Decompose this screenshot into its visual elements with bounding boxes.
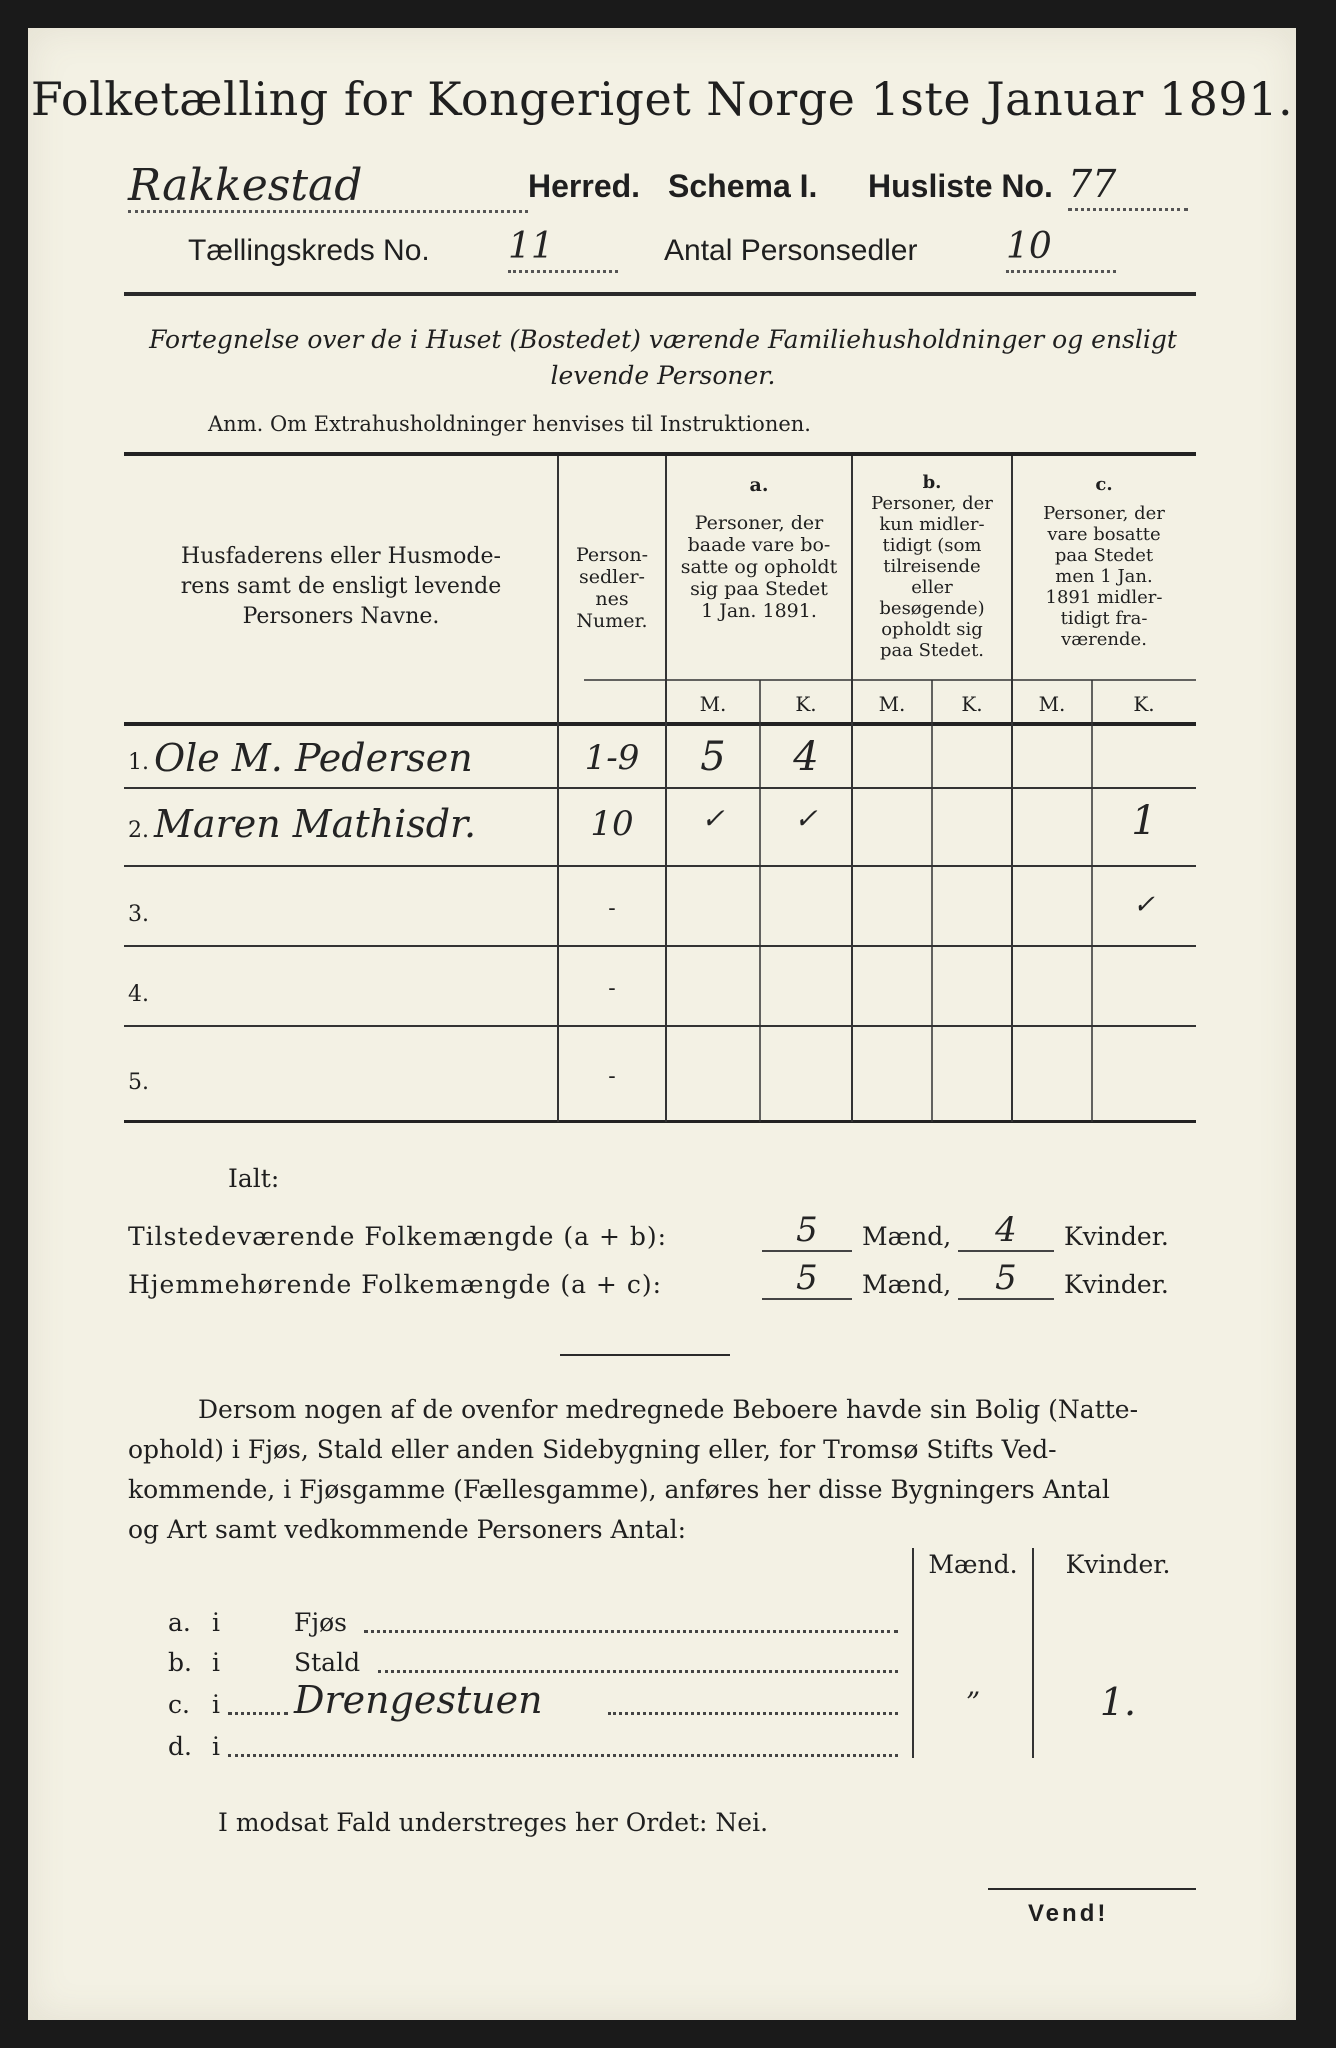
building-paragraph: Dersom nogen af de ovenfor medregnede Beboere havde sin Bolig (Natte- ophold) i Fjøs, Stald eller anden Sidebygning eller, for Tromsø Stifts Ved- kommende, i Fjøsgamme (Fællesgamme), anføres her disse Bygningers Antal og Art samt vedkommende Personers Antal: [128, 1395, 1139, 1544]
b-m-header: M. [878, 692, 906, 716]
hjem-label: Hjemmehørende Folkemængde (a + c): [128, 1270, 662, 1299]
husliste-label: Husliste No. [868, 168, 1053, 204]
antal-value: 10 [1006, 226, 1116, 273]
person-numer: - [608, 896, 616, 921]
hjem-kvinder-label: Kvinder. [1064, 1270, 1169, 1299]
census-form-page [28, 28, 1296, 2020]
building-row-b: b. i Stald [128, 1642, 912, 1682]
hjem-m-value: 5 [762, 1258, 852, 1300]
intro-text: Fortegnelse over de i Huset (Bostedet) værende Familiehusholdninger og ensligt levende Personer. [149, 325, 1177, 390]
table-row: 3. - ✓ [124, 866, 1196, 946]
c-k-cell: 1 [1131, 798, 1157, 844]
a-m-header: M. [699, 692, 727, 716]
table-row: 2. Maren Mathisdr. 10 ✓ ✓ 1 [124, 788, 1196, 866]
a-k-cell: ✓ [794, 802, 818, 835]
building-row-a: a. i Fjøs [128, 1602, 912, 1642]
kreds-value: 11 [508, 226, 618, 273]
hjem-maend-label: Mænd, [862, 1270, 952, 1299]
maend-header: Mænd. [928, 1550, 1018, 1579]
col-b-header: b. Personer, der kun midler- tidigt (som tilreisende eller besøgende) opholdt sig paa Stedet. [871, 472, 993, 661]
c-m-header: M. [1038, 692, 1066, 716]
kreds-label: Tællingskreds No. [188, 234, 430, 267]
person-numer: - [608, 1064, 616, 1089]
col-c-header: c. Personer, der vare bosatte paa Stedet men 1 Jan. 1891 midler- tidigt fra- værende. [1043, 474, 1165, 650]
hjem-k-value: 5 [958, 1258, 1054, 1300]
col-name-header: Husfaderens eller Husmode- rens samt de ensligt levende Personers Navne. [180, 544, 502, 629]
a-m-cell: 5 [700, 734, 726, 780]
tilst-k-value: 4 [958, 1210, 1054, 1252]
tilst-maend-label: Mænd, [862, 1222, 952, 1251]
husliste-value: 77 [1068, 162, 1188, 211]
tilst-label: Tilstedeværende Folkemængde (a + b): [128, 1222, 668, 1251]
ialt-label: Ialt: [228, 1164, 280, 1193]
b-k-header: K. [961, 692, 983, 716]
anm-note: Anm. Om Extrahusholdninger henvises til Instruktionen. [208, 412, 811, 436]
schema-label: Schema I. [668, 168, 818, 204]
kvinder-header: Kvinder. [1065, 1550, 1171, 1579]
building-row-d: d. i [128, 1726, 912, 1766]
c-k-header: K. [1133, 692, 1155, 716]
person-numer: - [608, 976, 616, 1001]
c-k-cell: ✓ [1133, 890, 1155, 920]
person-numer: 1-9 [584, 738, 640, 778]
section-divider [560, 1354, 730, 1356]
household-table [124, 452, 1196, 1124]
tilst-kvinder-label: Kvinder. [1064, 1222, 1169, 1251]
person-numer: 10 [590, 804, 634, 844]
table-row: 4. - [124, 946, 1196, 1026]
table-row: 5. - [124, 1026, 1196, 1120]
tilst-m-value: 5 [762, 1210, 852, 1252]
building-row-c: c. i Drengestuen ” 1. [128, 1682, 1200, 1726]
antal-label: Antal Personsedler [664, 234, 918, 267]
drengestuen-m: ” [965, 1686, 981, 1719]
person-name: Ole M. Pedersen [154, 736, 473, 780]
modsat-text: I modsat Fald understreges her Ordet: Nei. [218, 1808, 769, 1837]
herred-value: Rakkestad [128, 160, 528, 213]
table-row: 1. Ole M. Pedersen 1-9 5 4 [124, 726, 1196, 788]
drengestuen-k: 1. [1099, 1680, 1137, 1724]
a-k-header: K. [795, 692, 817, 716]
a-m-cell: ✓ [701, 802, 725, 835]
buildings-table [128, 1548, 1200, 1768]
col-a-header: a. Personer, der baade vare bo- satte og opholdt sig paa Stedet 1 Jan. 1891. [680, 474, 838, 622]
vend-label: Vend! [1028, 1900, 1109, 1927]
header-rule [124, 292, 1196, 296]
form-title: Folketælling for Kongeriget Norge 1ste Januar 1891. [30, 72, 1294, 126]
herred-label: Herred. [528, 168, 641, 204]
a-k-cell: 4 [793, 734, 819, 780]
col-numer-header: Person- sedler- nes Numer. [575, 544, 649, 632]
person-name: Maren Mathisdr. [154, 802, 477, 846]
